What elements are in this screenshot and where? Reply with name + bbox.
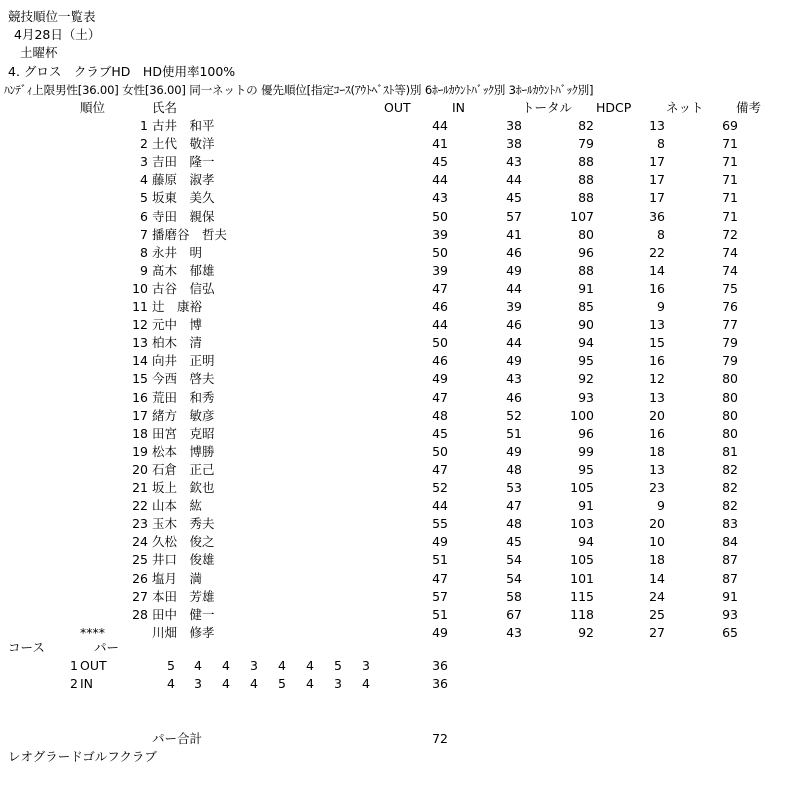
table-row — [0, 425, 799, 443]
out-score-cell: 50 — [432, 208, 448, 224]
net-score-cell: 79 — [722, 353, 738, 369]
table-row — [0, 407, 799, 425]
in-score-cell: 38 — [506, 136, 522, 152]
hdcp-cell: 9 — [657, 299, 665, 314]
total-score-cell: 100 — [570, 407, 594, 423]
in-score-cell: 49 — [506, 443, 522, 459]
out-score-cell: 47 — [432, 570, 448, 586]
hdcp-cell: 13 — [649, 389, 665, 405]
handicap-rules: ﾊﾝﾃﾞｨ上限男性[36.00] 女性[36.00] 同一ネットの 優先順位[指定ｺｰｽ(ｱｳﾄﾍﾞｽﾄ等)別 6ﾎｰﾙｶｳﾝﾄﾊﾞｯｸ別 3ﾎｰﾙｶｳﾝﾄﾊﾞｯｸ別] — [4, 83, 594, 97]
out-score-cell: 45 — [432, 425, 448, 441]
competition-format: 4. グロス クラブHD HD使用率100% — [8, 64, 236, 79]
table-row — [0, 135, 799, 153]
out-score-cell: 51 — [432, 606, 448, 622]
out-score-cell: 46 — [432, 353, 448, 369]
hdcp-cell: 20 — [649, 407, 665, 423]
course-par-total: 36 — [432, 658, 448, 673]
name-cell: 久松 俊之 — [152, 534, 215, 550]
name-cell: 藤原 淑孝 — [152, 172, 215, 188]
course-par-row — [0, 657, 799, 675]
name-cell: 井口 俊雄 — [152, 552, 215, 568]
rank-cell: 5 — [140, 190, 148, 206]
name-cell: 緒方 敏彦 — [152, 407, 215, 423]
rank-cell: 6 — [140, 208, 148, 224]
table-row — [0, 334, 799, 352]
out-score-cell: 52 — [432, 480, 448, 495]
hole-par: 4 — [222, 658, 230, 673]
hole-par: 4 — [167, 676, 175, 691]
course-par-row — [0, 675, 799, 693]
table-row — [0, 171, 799, 189]
total-score-cell: 118 — [570, 606, 594, 622]
total-score-cell: 95 — [578, 353, 594, 369]
in-score-cell: 43 — [506, 371, 522, 387]
name-cell: 坂東 美久 — [152, 190, 215, 206]
name-cell: 元中 博 — [152, 317, 203, 333]
club-name: レオグラードゴルフクラブ — [8, 749, 157, 764]
total-score-cell: 88 — [578, 190, 594, 206]
out-score-cell: 44 — [432, 172, 448, 188]
table-row — [0, 226, 799, 244]
col-hdcp-header: HDCP — [596, 100, 632, 115]
hole-par: 4 — [306, 676, 314, 691]
name-cell: 玉木 秀夫 — [152, 516, 215, 532]
out-score-cell: 44 — [432, 498, 448, 514]
net-score-cell: 65 — [722, 624, 738, 640]
hdcp-cell: 10 — [649, 534, 665, 550]
in-score-cell: 47 — [506, 498, 522, 514]
total-score-cell: 88 — [578, 262, 594, 278]
in-score-cell: 39 — [506, 299, 522, 314]
col-note-header: 備考 — [736, 100, 762, 115]
net-score-cell: 82 — [722, 480, 738, 495]
name-cell: 古井 和平 — [152, 118, 215, 133]
total-score-cell: 94 — [578, 534, 594, 550]
table-row — [0, 515, 799, 533]
table-row — [0, 588, 799, 606]
in-score-cell: 38 — [506, 118, 522, 133]
rank-cell: 26 — [132, 570, 148, 586]
rank-cell: 4 — [140, 172, 148, 188]
out-score-cell: 49 — [432, 534, 448, 550]
in-score-cell: 44 — [506, 335, 522, 351]
rank-cell: 11 — [132, 299, 148, 314]
table-row — [0, 570, 799, 588]
net-score-cell: 71 — [722, 172, 738, 188]
out-score-cell: 39 — [432, 262, 448, 278]
out-score-cell: 39 — [432, 226, 448, 242]
net-score-cell: 91 — [722, 588, 738, 604]
table-row — [0, 352, 799, 370]
in-score-cell: 54 — [506, 570, 522, 586]
hole-par: 4 — [194, 658, 202, 673]
hole-par: 4 — [278, 658, 286, 673]
table-row — [0, 189, 799, 207]
name-cell: 本田 芳雄 — [152, 588, 215, 604]
rank-cell: 1 — [140, 118, 148, 133]
hole-par: 4 — [250, 676, 258, 691]
results-header-row — [0, 99, 799, 117]
course-number: 1 — [70, 658, 78, 673]
out-score-cell: 50 — [432, 443, 448, 459]
par-total-value: 72 — [432, 731, 448, 746]
hdcp-cell: 15 — [649, 335, 665, 351]
rank-cell: **** — [80, 624, 105, 640]
rank-cell: 16 — [132, 389, 148, 405]
net-score-cell: 82 — [722, 461, 738, 477]
in-score-cell: 46 — [506, 389, 522, 405]
hdcp-cell: 25 — [649, 606, 665, 622]
in-score-cell: 54 — [506, 552, 522, 568]
total-score-cell: 90 — [578, 317, 594, 333]
table-row — [0, 551, 799, 569]
table-row — [0, 262, 799, 280]
hdcp-cell: 14 — [649, 262, 665, 278]
rank-cell: 19 — [132, 443, 148, 459]
total-score-cell: 96 — [578, 425, 594, 441]
net-score-cell: 74 — [722, 262, 738, 278]
out-score-cell: 50 — [432, 335, 448, 351]
total-score-cell: 94 — [578, 335, 594, 351]
net-score-cell: 75 — [722, 280, 738, 296]
net-score-cell: 80 — [722, 371, 738, 387]
out-score-cell: 44 — [432, 317, 448, 333]
net-score-cell: 74 — [722, 244, 738, 260]
total-score-cell: 79 — [578, 136, 594, 152]
course-label: コース — [8, 640, 45, 655]
in-score-cell: 67 — [506, 606, 522, 622]
name-cell: 田中 健一 — [152, 606, 215, 622]
rank-cell: 7 — [140, 226, 148, 242]
table-row — [0, 479, 799, 497]
table-row — [0, 117, 799, 135]
net-score-cell: 87 — [722, 552, 738, 568]
hole-par: 4 — [222, 676, 230, 691]
in-score-cell: 45 — [506, 534, 522, 550]
total-score-cell: 80 — [578, 226, 594, 242]
hole-par: 4 — [362, 676, 370, 691]
name-cell: 塩月 満 — [152, 570, 203, 586]
in-score-cell: 43 — [506, 154, 522, 170]
net-score-cell: 69 — [722, 118, 738, 133]
in-score-cell: 44 — [506, 172, 522, 188]
out-score-cell: 50 — [432, 244, 448, 260]
out-score-cell: 48 — [432, 407, 448, 423]
out-score-cell: 47 — [432, 389, 448, 405]
out-score-cell: 41 — [432, 136, 448, 152]
total-score-cell: 107 — [570, 208, 594, 224]
event-date: 4月28日（土） — [14, 27, 101, 42]
rank-cell: 14 — [132, 353, 148, 369]
name-cell: 向井 正明 — [152, 353, 215, 369]
rank-cell: 23 — [132, 516, 148, 532]
name-cell: 山本 紘 — [152, 498, 203, 514]
name-cell: 辻 康裕 — [152, 299, 203, 314]
out-score-cell: 47 — [432, 280, 448, 296]
name-cell: 寺田 親保 — [152, 208, 215, 224]
out-score-cell: 51 — [432, 552, 448, 568]
rank-cell: 9 — [140, 262, 148, 278]
par-label: パー — [94, 640, 120, 655]
net-score-cell: 72 — [722, 226, 738, 242]
hdcp-cell: 13 — [649, 317, 665, 333]
table-row — [0, 461, 799, 479]
rank-cell: 2 — [140, 136, 148, 152]
hole-par: 5 — [167, 658, 175, 673]
hdcp-cell: 22 — [649, 244, 665, 260]
name-cell: 吉田 隆一 — [152, 154, 215, 170]
hdcp-cell: 13 — [649, 118, 665, 133]
total-score-cell: 91 — [578, 498, 594, 514]
rank-cell: 25 — [132, 552, 148, 568]
total-score-cell: 105 — [570, 480, 594, 495]
hole-par: 3 — [250, 658, 258, 673]
in-score-cell: 51 — [506, 425, 522, 441]
name-cell: 播磨谷 哲夫 — [152, 226, 228, 242]
rank-cell: 3 — [140, 154, 148, 170]
net-score-cell: 77 — [722, 317, 738, 333]
hdcp-cell: 16 — [649, 280, 665, 296]
in-score-cell: 46 — [506, 317, 522, 333]
col-out-header: OUT — [384, 100, 411, 115]
out-score-cell: 55 — [432, 516, 448, 532]
rank-cell: 12 — [132, 317, 148, 333]
in-score-cell: 48 — [506, 461, 522, 477]
table-row — [0, 624, 799, 642]
total-score-cell: 101 — [570, 570, 594, 586]
hdcp-cell: 13 — [649, 461, 665, 477]
in-score-cell: 52 — [506, 407, 522, 423]
rank-cell: 18 — [132, 425, 148, 441]
col-net-header: ネット — [666, 100, 704, 115]
in-score-cell: 45 — [506, 190, 522, 206]
out-score-cell: 45 — [432, 154, 448, 170]
course-name: OUT — [80, 658, 107, 673]
in-score-cell: 46 — [506, 244, 522, 260]
name-cell: 髙木 郁雄 — [152, 262, 215, 278]
hdcp-cell: 16 — [649, 425, 665, 441]
net-score-cell: 82 — [722, 498, 738, 514]
table-row — [0, 298, 799, 316]
name-cell: 永井 明 — [152, 244, 203, 260]
hdcp-cell: 12 — [649, 371, 665, 387]
net-score-cell: 76 — [722, 299, 738, 314]
hole-par: 3 — [362, 658, 370, 673]
rank-cell: 22 — [132, 498, 148, 514]
in-score-cell: 49 — [506, 262, 522, 278]
net-score-cell: 87 — [722, 570, 738, 586]
total-score-cell: 91 — [578, 280, 594, 296]
hole-par: 3 — [194, 676, 202, 691]
hdcp-cell: 18 — [649, 443, 665, 459]
total-score-cell: 88 — [578, 154, 594, 170]
total-score-cell: 92 — [578, 624, 594, 640]
hdcp-cell: 17 — [649, 190, 665, 206]
col-total-header: トータル — [522, 100, 573, 115]
hole-par: 5 — [278, 676, 286, 691]
table-row — [0, 153, 799, 171]
rank-cell: 24 — [132, 534, 148, 550]
table-row — [0, 208, 799, 226]
name-cell: 柏木 清 — [152, 335, 203, 351]
rank-cell: 20 — [132, 461, 148, 477]
table-row — [0, 606, 799, 624]
course-number: 2 — [70, 676, 78, 691]
total-score-cell: 105 — [570, 552, 594, 568]
hdcp-cell: 20 — [649, 516, 665, 532]
rank-cell: 28 — [132, 606, 148, 622]
hole-par: 4 — [306, 658, 314, 673]
net-score-cell: 71 — [722, 154, 738, 170]
hdcp-cell: 27 — [649, 624, 665, 640]
total-score-cell: 99 — [578, 443, 594, 459]
name-cell: 川畑 修孝 — [152, 624, 215, 640]
out-score-cell: 46 — [432, 299, 448, 314]
total-score-cell: 103 — [570, 516, 594, 532]
in-score-cell: 43 — [506, 624, 522, 640]
name-cell: 今西 啓夫 — [152, 371, 215, 387]
hdcp-cell: 17 — [649, 154, 665, 170]
table-row — [0, 533, 799, 551]
net-score-cell: 80 — [722, 389, 738, 405]
name-cell: 荒田 和秀 — [152, 389, 215, 405]
hdcp-cell: 36 — [649, 208, 665, 224]
par-total-label: パー合計 — [152, 731, 203, 746]
rank-cell: 27 — [132, 588, 148, 604]
total-score-cell: 95 — [578, 461, 594, 477]
name-cell: 土代 敬洋 — [152, 136, 215, 152]
name-cell: 石倉 正己 — [152, 461, 215, 477]
name-cell: 古谷 信弘 — [152, 280, 215, 296]
net-score-cell: 71 — [722, 136, 738, 152]
table-row — [0, 316, 799, 334]
rank-cell: 15 — [132, 371, 148, 387]
in-score-cell: 48 — [506, 516, 522, 532]
out-score-cell: 43 — [432, 190, 448, 206]
net-score-cell: 84 — [722, 534, 738, 550]
net-score-cell: 71 — [722, 190, 738, 206]
name-cell: 田宮 克昭 — [152, 425, 215, 441]
hole-par: 5 — [334, 658, 342, 673]
in-score-cell: 58 — [506, 588, 522, 604]
total-score-cell: 115 — [570, 588, 594, 604]
table-row — [0, 280, 799, 298]
table-row — [0, 443, 799, 461]
net-score-cell: 80 — [722, 425, 738, 441]
net-score-cell: 83 — [722, 516, 738, 532]
hdcp-cell: 8 — [657, 226, 665, 242]
hdcp-cell: 24 — [649, 588, 665, 604]
page-title: 競技順位一覧表 — [8, 9, 96, 24]
hdcp-cell: 8 — [657, 136, 665, 152]
table-row — [0, 244, 799, 262]
rank-cell: 10 — [132, 280, 148, 296]
net-score-cell: 93 — [722, 606, 738, 622]
in-score-cell: 53 — [506, 480, 522, 495]
hdcp-cell: 14 — [649, 570, 665, 586]
course-name: IN — [80, 676, 94, 691]
total-score-cell: 85 — [578, 299, 594, 314]
rank-cell: 8 — [140, 244, 148, 260]
name-cell: 坂上 欽也 — [152, 480, 215, 495]
total-score-cell: 88 — [578, 172, 594, 188]
net-score-cell: 79 — [722, 335, 738, 351]
in-score-cell: 49 — [506, 353, 522, 369]
total-score-cell: 92 — [578, 371, 594, 387]
hdcp-cell: 23 — [649, 480, 665, 495]
total-score-cell: 82 — [578, 118, 594, 133]
rank-cell: 17 — [132, 407, 148, 423]
col-in-header: IN — [452, 100, 466, 115]
hdcp-cell: 18 — [649, 552, 665, 568]
event-name: 土曜杯 — [20, 45, 58, 60]
net-score-cell: 80 — [722, 407, 738, 423]
in-score-cell: 41 — [506, 226, 522, 242]
net-score-cell: 81 — [722, 443, 738, 459]
out-score-cell: 49 — [432, 624, 448, 640]
rank-cell: 21 — [132, 480, 148, 495]
hdcp-cell: 17 — [649, 172, 665, 188]
table-row — [0, 370, 799, 388]
net-score-cell: 71 — [722, 208, 738, 224]
name-cell: 松本 博勝 — [152, 443, 215, 459]
hdcp-cell: 16 — [649, 353, 665, 369]
hdcp-cell: 9 — [657, 498, 665, 514]
rank-cell: 13 — [132, 335, 148, 351]
col-name-header: 氏名 — [152, 100, 178, 115]
out-score-cell: 49 — [432, 371, 448, 387]
in-score-cell: 57 — [506, 208, 522, 224]
table-row — [0, 389, 799, 407]
out-score-cell: 44 — [432, 118, 448, 133]
total-score-cell: 96 — [578, 244, 594, 260]
table-row — [0, 497, 799, 515]
total-score-cell: 93 — [578, 389, 594, 405]
out-score-cell: 47 — [432, 461, 448, 477]
course-par-total: 36 — [432, 676, 448, 691]
col-rank-header: 順位 — [80, 100, 106, 115]
out-score-cell: 57 — [432, 588, 448, 604]
hole-par: 3 — [334, 676, 342, 691]
in-score-cell: 44 — [506, 280, 522, 296]
